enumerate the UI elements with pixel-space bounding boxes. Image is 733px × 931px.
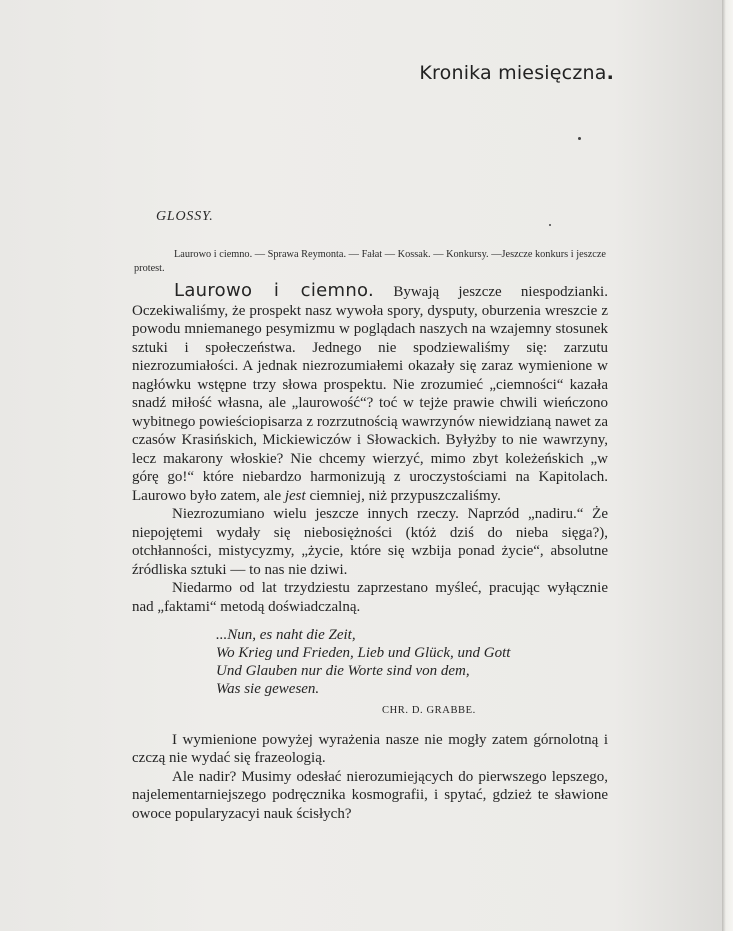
paragraph-1-italic: jest — [284, 487, 306, 504]
section-title: GLOSSY. — [156, 209, 214, 224]
paragraph-1-text: Bywają jeszcze niespodzianki. Oczekiwaliśmy, że prospekt nasz wywoła spory, dysputy, oburzenia wreszcie z powodu mniemanego pesymizmu w poglądach naszych na wzajemny stosunek sztuki i społeczeństwa. Jednego nie spodziewaliśmy się: zarzutu niezrozumiałości. A jednak niezrozumiałemi okazały się zaraz wymienione w nagłówku wstępne trzy słowa prospektu. Nie zrozumieć „ciemności“ kazała snadź miłość własna, ale „laurowość“? toć w tejże prawie chwili wieńczono wybitnego powieściopisarza z rozrzutnością wawrzynów niewidzianą nawet za czasów Krasińskich, Mickiewiczów i Słowackich. Byłyżby to nie wawrzyny, lecz makarony włoskie? Nie chcemy wierzyć, mimo zbyt koleżeńskich „w górę go!“ które niebardzo harmonizują z uroczystościami na Kapitolach. Laurowo było zatem, ale — [132, 284, 608, 504]
poem-quote — [216, 626, 608, 698]
article-body — [132, 282, 608, 823]
paragraph-4: I wymienione powyżej wyrażenia nasze nie mogły zatem górnolotną i czczą nie wydać się frazeologią. — [132, 731, 608, 766]
poem-line: Und Glauben nur die Worte sind von dem, — [216, 663, 470, 679]
poem-line: Wo Krieg und Frieden, Lieb und Glück, und Gott — [216, 645, 511, 661]
ink-speck — [549, 224, 551, 226]
page-edge — [722, 0, 733, 931]
paragraph-1 — [132, 282, 608, 505]
paragraph-2: Niezrozumiano wielu jeszcze innych rzeczy. Naprzód „nadiru.“ Że niepojętemi wydały się niebosiężności (któż dziś do nieba sięga?), otchłanności, mistycyzmy, „życie, które się wzbija ponad życie“, absolutne źródliska sztuki — to nas nie dziwi. — [132, 506, 608, 578]
header-title: Kronika miesięczna — [419, 62, 607, 84]
header-end-mark: . — [606, 62, 614, 84]
paragraph-5: Ale nadir? Musimy odesłać nierozumiejących do pierwszego lepszego, najelementarniejszego podręcznika kosmografii, i spytać, gdzież te sławione owoce popularyzacyi nauk ścisłych? — [132, 768, 608, 822]
paragraph-1-end: ciemniej, niż przypuszczaliśmy. — [305, 487, 501, 504]
poem-line: ...Nun, es naht die Zeit, — [216, 627, 356, 643]
poem-attribution: CHR. D. GRABBE. — [382, 705, 476, 716]
paragraph-3: Niedarmo od lat trzydziestu zaprzestano myśleć, pracując wyłącznie nad „faktami“ metodą doświadczalną. — [132, 580, 608, 615]
section-summary: Laurowo i ciemno. — Sprawa Reymonta. — Fałat — Kossak. — Konkursy. —Jeszcze konkurs i jeszcze protest. — [134, 249, 606, 274]
ink-speck — [578, 137, 581, 140]
lead-heading: Laurowo i ciemno. — [174, 280, 375, 301]
poem-line: Was sie gewesen. — [216, 681, 320, 697]
running-header — [419, 62, 614, 84]
